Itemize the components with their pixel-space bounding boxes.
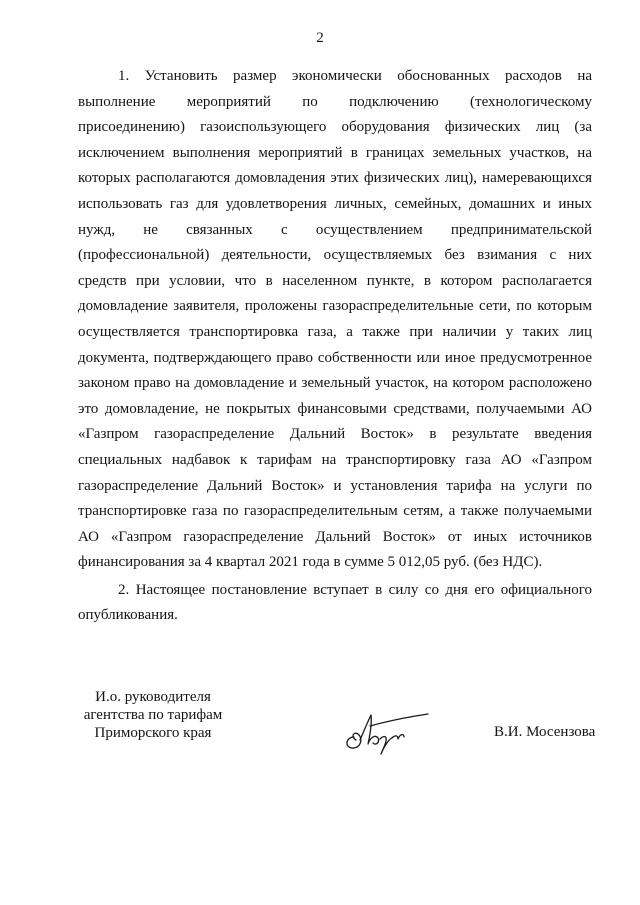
- handwritten-signature: [340, 707, 430, 755]
- position-line-2: агентства по тарифам: [83, 707, 223, 723]
- page-number: 2: [316, 30, 324, 46]
- position-line-1: И.о. руководителя: [95, 689, 211, 705]
- signatory-position: [78, 688, 228, 742]
- signer-name: В.И. Мосензова: [494, 724, 596, 740]
- position-line-3: Приморского края: [94, 725, 212, 741]
- paragraph-2: 2. Настоящее постановление вступает в силу со дня его официального опубликования.: [78, 581, 592, 624]
- paragraph-1: 1. Установить размер экономически обоснованных расходов на выполнение мероприятий по подключению (технологическому присоединению) газоиспользующего оборудования физических лиц (за исключением выполнения мероприятий в границах земельных участков, на которых располагаются домовладения этих физических лиц), намеревающихся использовать газ для удовлетворения личных, семейных, домашних и иных нужд, не связанных с осуществлением предпринимательской (профессиональной) деятельности, осуществляемых без взимания с них средств при условии, что в населенном пункте, в котором располагается домовладение заявителя, проложены газораспределительные сети, по которым осуществляется транспортировка газа, а также при наличии у таких лиц документа, подтверждающего право собственности или иное предусмотренное законом право на домовладение и земельный участок, на котором расположено это домовладение, не покрытых финансовыми средствами, получаемыми АО «Газпром газораспределение Дальний Восток» в результате введения специальных надбавок к тарифам на транспортировку газа АО «Газпром газораспределение Дальний Восток» и установления тарифа на услуги по транспортировке газа по газораспределительным сетям, а также получаемыми АО «Газпром газораспределение Дальний Восток» от иных источников финансирования за 4 квартал 2021 года в сумме 5 012,05 руб. (без НДС).: [78, 68, 592, 571]
- document-body: [78, 64, 592, 629]
